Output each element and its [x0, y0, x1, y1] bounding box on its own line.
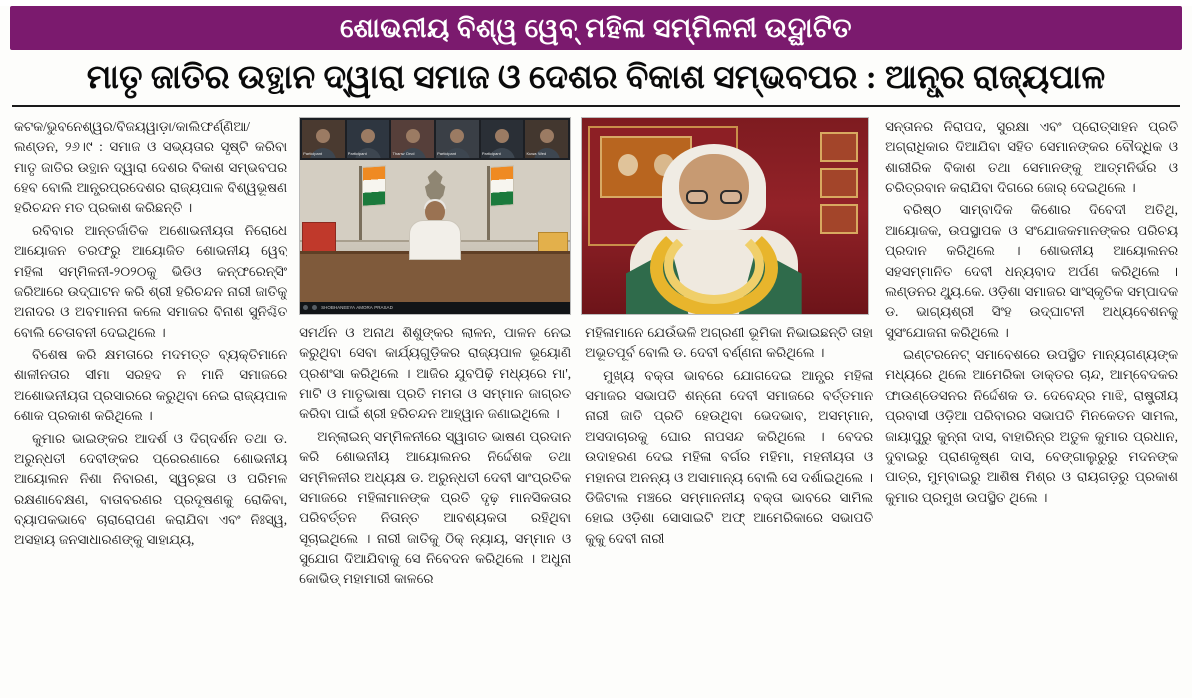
- paragraph: ଅନ୍‌ଲାଇନ୍ ସମ୍ମିଳନୀରେ ସ୍ୱାଗତ ଭାଷଣ ପ୍ରଦାନ କରି ଶୋଭନୀୟ ଆୟୋଲନର ନିର୍ଦ୍ଦେଶକ ତଥା ସମ୍ମିଳନୀର ଅଧ୍ୟକ୍ଷ ଡ. ଅରୁନ୍ଧତୀ ଦେବୀ ସାଂପ୍ରତିକ ସମାଜରେ ମହିଳାମାନଙ୍କ ପ୍ରତି ଦୃଢ଼ ମାନସିକତାର ପରିବର୍ତ୍ତନ ନିତାନ୍ତ ଆବଶ୍ୟକତା ରହିଥିବା ସୂଚାଇଥିଲେ । ନାରୀ ଜାତିକୁ ଠିକ୍ ନ୍ୟାୟ, ସମ୍ମାନ ଓ ସୁଯୋଗ ଦିଆଯିବାକୁ ସେ ନିବେଦନ କରିଥିଲେ । ଅଧୁନା କୋଭିଡ୍ ମହାମାରୀ କାଳରେ: [299, 428, 572, 587]
- indian-flag-icon: [356, 166, 386, 222]
- newspaper-page: [0, 6, 1192, 698]
- wall-frame: [820, 204, 858, 234]
- paragraph: କଟକ/ଭୁବନେଶ୍ୱର/ବିଜୟୱାଡ଼ା/କାଲିଫର୍ଣ୍ଣିଆ/ ଲଣ୍ଡନ, ୨୬।୯ : ସମାଜ ଓ ସଭ୍ୟତାର ସୃଷ୍ଟି କରିବା ମାତୃ ଜାତିର ଉତ୍ଥାନ ଦ୍ୱାରା ଦେଶର ବିକାଶ ସମ୍ଭବପର ହେବ ବୋଲି ଆନ୍ଧ୍ରପ୍ରଦେଶର ରାଜ୍ୟପାଳ ବିଶ୍ୱଭୂଷଣ ହରିଚନ୍ଦନ ମତ ପ୍ରକାଶ କରିଛନ୍ତି ।: [14, 118, 288, 216]
- paragraph: ମହିଳାମାନେ ଯେଉଁଭଳି ଅଗ୍ରଣୀ ଭୂମିକା ନିଭାଇଛନ୍ତି ତାହା ଅଭୂତପୂର୍ବ ବୋଲି ଡ. ଦେବୀ ବର୍ଣ୍ଣନା କରିଥିଲେ ।: [585, 324, 874, 361]
- wall-frames: [820, 132, 860, 240]
- microphone-icon: [303, 305, 308, 310]
- flag-cloth: [362, 165, 386, 207]
- woman-figure: [614, 146, 814, 314]
- flower-garland-inner: [664, 226, 764, 304]
- participant-label: Participant: [303, 150, 323, 156]
- person-face: [450, 129, 464, 143]
- eyeglasses-icon: [686, 190, 742, 204]
- portrait-frame: [582, 118, 868, 314]
- person-face: [361, 129, 375, 143]
- participant-tile: [391, 120, 434, 158]
- paragraph: କୁମାର ଭାଇଙ୍କର ଆଦର୍ଶ ଓ ଦିଗ୍‌ଦର୍ଶନ ତଥା ଡ. ଅରୁନ୍ଧତୀ ଦେବୀଙ୍କର ପ୍ରେରଣାରେ ଶୋଭନୀୟ ଆୟୋଲନ ନିଶା ନିବାରଣ, ସ୍ୱଚ୍ଛତା ଓ ପରିମଳ ରକ୍ଷଣାବେକ୍ଷଣ, ବାତାବରଣର ପ୍ରଦୂଷଣକୁ ରୋକିବା, ବ୍ୟାପକଭାବେ ଚାରାରୋପଣ କରାଯିବା ଏବଂ ନିଃସ୍ୱ, ଅସହାୟ ଜନସାଧାରଣଙ୍କୁ ସାହାଯ୍ୟ,: [14, 430, 288, 548]
- participant-thumbnail-strip: [300, 118, 570, 160]
- participant-tile: [347, 120, 390, 158]
- column-right: [885, 117, 1178, 657]
- wall-frame: [820, 132, 858, 162]
- governor-figure: [407, 201, 463, 257]
- person-face: [316, 129, 330, 143]
- paragraph: ସମର୍ଥନ ଓ ଅନାଥ ଶିଶୁଙ୍କର ଲାଳନ, ପାଳନ ନେଇ କରୁଥିବା ସେବା କାର୍ଯ୍ୟଗୁଡ଼ିକର ରାଜ୍ୟପାଳ ଭୂୟୋଣି ପ୍ରଶଂସା କରିଥିଲେ । ଆଜିର ଯୁବପିଢ଼ି ମଧ୍ୟରେ ମା', ମାଟି ଓ ମାତୃଭାଷା ପ୍ରତି ମମତା ଓ ସମ୍ମାନ ଜାଗ୍ରତ କରିବା ପାଇଁ ଶ୍ରୀ ହରିଚନ୍ଦନ ଆହ୍ୱାନ ଜଣାଇଥିଲେ ।: [299, 324, 572, 422]
- headline-divider: [12, 105, 1180, 107]
- paragraph: ମୁଖ୍ୟ ବକ୍ତା ଭାବରେ ଯୋଗଦେଇ ଆନ୍ଧ୍ର ମହିଳା ସମାଜର ସଭାପତି ଶନ୍ନୋ ଦେବୀ ସମାଜରେ ବର୍ତ୍ତମାନ ନାରୀ ଜାତି ପ୍ରତି ହେଉଥିବା ଭେଦଭାବ, ଅସମ୍ମାନ, ଅସଦାଚାରକୁ ଘୋର ନାପସନ୍ଦ କରିଥିଲେ । ବେଦର ଉଦାହରଣ ଦେଇ ମହିଳା ବର୍ଗର ମହିମା, ମହନୀୟତା ଓ ମହାନତା ଅନନ୍ୟ ଓ ଅସାମାନ୍ୟ ବୋଲି ସେ ଦର୍ଶାଇଥିଲେ । ଡିଜିଟାଲ ମଞ୍ଚରେ ସମ୍ମାନନୀୟ ବକ୍ତା ଭାବରେ ସାମିଲ ହୋଇ ଓଡ଼ିଶା ସୋସାଇଟି ଅଫ୍ ଆମେରିକାରେ ସଭାପତି କୁକୁ ଦେବୀ ନାରୀ: [585, 367, 874, 546]
- indian-flag-icon: [484, 166, 514, 222]
- column-middle-left: [299, 323, 571, 657]
- video-caption: SHOBHANEEYA AMORA PRASAD: [321, 304, 393, 310]
- photo-row: [299, 117, 873, 315]
- participant-label: Kuwa Wed: [526, 150, 547, 156]
- middle-text-block: [299, 323, 873, 657]
- person-face: [406, 129, 420, 143]
- column-left: [14, 117, 287, 657]
- main-speaker-video: [300, 160, 570, 302]
- paragraph: ରବିବାର ଆନ୍ତର୍ଜାତିକ ଅଶୋଭନୀୟତା ନିରୋଧେ ଆୟୋଜନ ତରଫରୁ ଆୟୋଜିତ ଶୋଭନୀୟ ୱେବ୍ ମହିଳା ସମ୍ମିଳନୀ-୨୦୨୦କୁ ଭିଡିଓ କନ୍‌ଫରେନ୍ସିଂ ଜରିଆରେ ଉଦ୍‌ଘାଟନ କରି ଶ୍ରୀ ହରିଚନ୍ଦନ ନାରୀ ଜାତିକୁ ଅନାଦର ଓ ଅବମାନନା କଲେ ସମାଜର ବିନାଶ ସୁନିଶ୍ଚିତ ବୋଲି ଚେତାବନୀ ଦେଇଥିଲେ ।: [14, 222, 288, 340]
- paragraph: ବିଶେଷ କରି କ୍ଷମତାରେ ମଦମତ୍ତ ବ୍ୟକ୍ତିମାନେ ଶାଳୀନତାର ସୀମା ସରହଦ ନ ମାନି ସମାଜରେ ଅଶୋଭନୀୟତା ପ୍ରସାରରେ କରୁଥିବା ନେଇ ରାଜ୍ୟପାଳ ଶୋକ ପ୍ରକାଶ କରିଥିଲେ ।: [14, 347, 288, 424]
- lens-right: [720, 190, 742, 204]
- paragraph: ବରିଷ୍ଠ ସାମ୍ବାଦିକ କିଶୋର ଦିବେଦୀ ଅତିଥି, ଆୟୋଜକ, ଉପସ୍ଥାପକ ଓ ସଂଯୋଜକମାନଙ୍କର ପରିଚୟ ପ୍ରଦାନ କରିଥିଲେ । ଶୋଭନୀୟ ଆୟୋଲନର ସହସମ୍ମାନିତ ଦେବୀ ଧନ୍ୟବାଦ ଅର୍ପଣ କରିଥିଲେ । ଲଣ୍ଡନର ଥ୍ୟୁ.କେ. ଓଡ଼ିଶା ସମାଜର ସାଂସ୍କୃତିକ ସମ୍ପାଦକ ଡ. ଭାଗ୍ୟଶ୍ରୀ ସିଂହ ଉଦ୍‌ଘାଟନୀ ଅଧ୍ୟବେଶନକୁ ସୁସଂଯୋଜନା କରିଥିଲେ ।: [885, 202, 1178, 340]
- participant-tile: [481, 120, 524, 158]
- participant-tile: [436, 120, 479, 158]
- kicker-banner: [10, 6, 1182, 50]
- participant-label: Participant: [437, 150, 457, 156]
- person-face: [679, 154, 749, 220]
- column-middle: [299, 117, 873, 657]
- kicker-text: ଶୋଭନୀୟ ବିଶ୍ୱ ୱେବ୍ ମହିଳା ସମ୍ମିଳନୀ ଉଦ୍ଘାଟିତ: [340, 12, 852, 43]
- felicitated-woman-portrait: [581, 117, 869, 315]
- wall-frame: [820, 168, 858, 198]
- column-middle-right: [585, 323, 873, 657]
- camera-icon: [312, 305, 317, 310]
- participant-tile: [525, 120, 568, 158]
- video-call-frame: [300, 118, 570, 314]
- participant-label: Thanw Drvd: [392, 150, 415, 156]
- participant-label: Participant: [347, 150, 367, 156]
- page-headline: ମାତୃ ଜାତିର ଉତ୍ଥାନ ଦ୍ୱାରା ସମାଜ ଓ ଦେଶର ବିକାଶ ସମ୍ଭବପର : ଆନ୍ଧ୍ର ରାଜ୍ୟପାଳ: [86, 60, 1106, 96]
- person-face: [495, 129, 509, 143]
- video-call-toolbar: [300, 302, 570, 314]
- person-body: [409, 220, 461, 260]
- flag-cloth: [490, 165, 514, 207]
- lens-left: [686, 190, 708, 204]
- paragraph: ଇଣ୍ଟରନେଟ୍ ସମାବେଶରେ ଉପସ୍ଥିତ ମାନ୍ୟଗଣ୍ୟଙ୍କ ମଧ୍ୟରେ ଥିଲେ ଆମେରିକା ଡାକ୍ତର ଚାନ୍ଦ, ଆମ୍ବେଦକର ଫାଉଣ୍ଡେସନର ନିର୍ଦ୍ଦେଶକ ଡ. ଦେବେନ୍ଦ୍ର ମାଝି, ରାଷ୍ଟ୍ରୀୟ ପ୍ରବାସୀ ଓଡ଼ିଆ ପରିବାରର ସଭାପତି ମିନକେତନ ସାମଲ, ଜାୟାପୁରୁ କୁନ୍ନା ଦାସ, ବାହାରିନ୍‌ର ଅତୁଳ କୁମାର ପ୍ରଧାନ, ଦୁବାଇରୁ ପ୍ରାଣକୃଷ୍ଣ ଦାସ, ବେଙ୍ଗାଲୁରୁରୁ ମଦନଙ୍କ ପାତ୍ର, ମୁମ୍ବାଇରୁ ଆଶିଷ ମିଶ୍ର ଓ ରାୟଗଡ଼ରୁ ପ୍ରକାଶ କୁମାର ପ୍ରମୁଖ ଉପସ୍ଥିତ ଥିଲେ ।: [885, 347, 1178, 505]
- online-conference-screenshot: [299, 117, 571, 315]
- participant-tile: [302, 120, 345, 158]
- paragraph: ସନ୍ତାନର ନିରାପଦ, ସୁରକ୍ଷା ଏବଂ ପ୍ରୋତ୍ସାହନ ପ୍ରତି ଅଗ୍ରାଧିକାର ଦିଆଯିବା ସହିତ ସେମାନଙ୍କର ବୌଦ୍ଧିକ ଓ ଶାରୀରିକ ବିକାଶ ତଥା ସେମାନଙ୍କୁ ଆତ୍ମନିର୍ଭର ଓ ଚରିତ୍ରବାନ କରାଯିବା ଦିଗରେ ଜୋର୍ ଦେଇଥିଲେ ।: [885, 118, 1178, 196]
- participant-label: Participant: [481, 150, 501, 156]
- person-face: [540, 129, 554, 143]
- article-body: [8, 117, 1184, 657]
